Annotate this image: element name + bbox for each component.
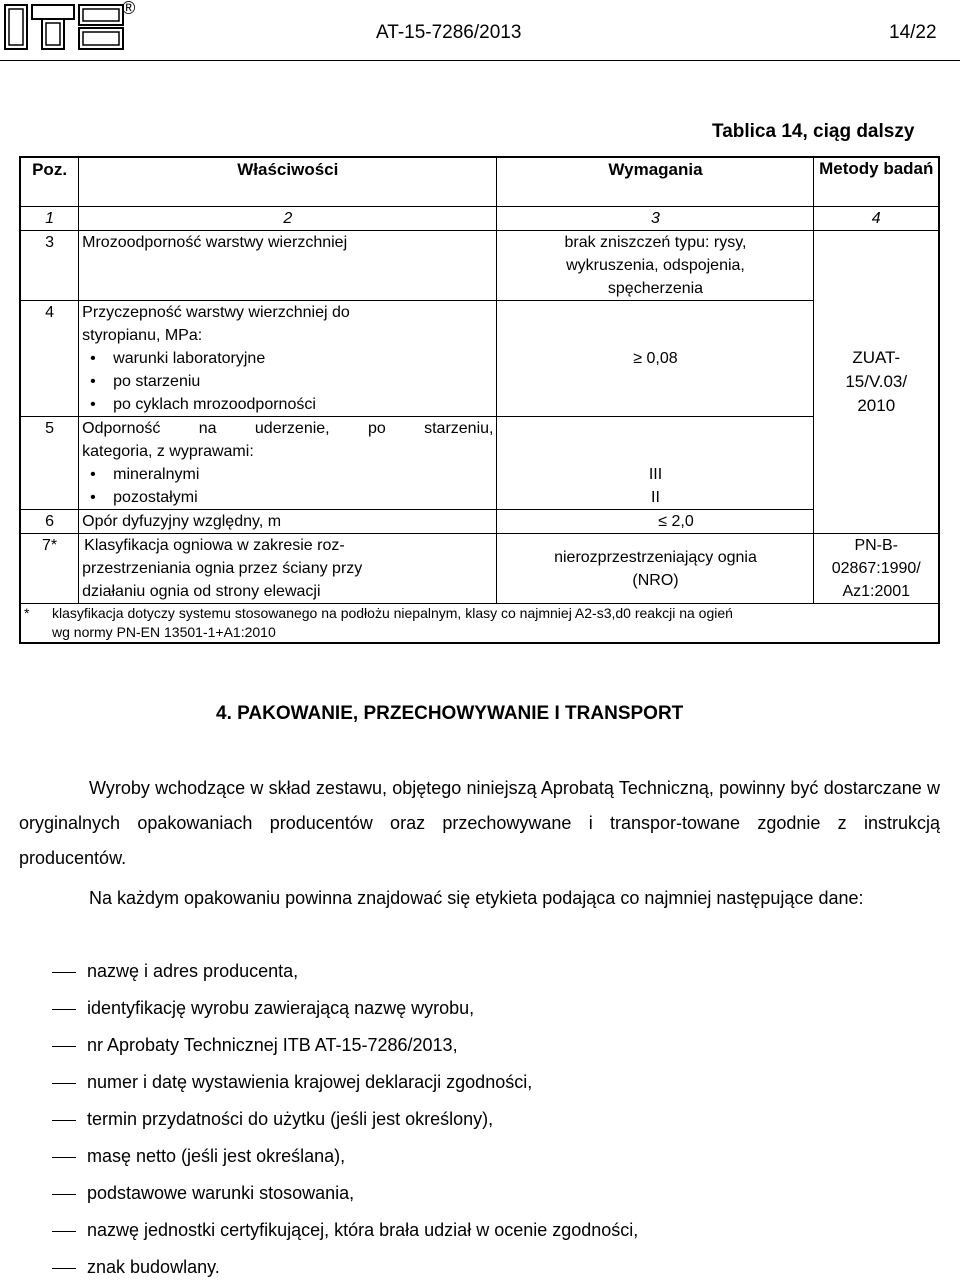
- properties-table: [19, 156, 940, 644]
- column-numbers-row: [20, 207, 939, 231]
- list-item: numer i datę wystawienia krajowej deklaracji zgodności,: [19, 1064, 919, 1101]
- method-zuat: [814, 231, 939, 534]
- header-property: Właściwości: [79, 157, 497, 207]
- table-row: [20, 301, 939, 417]
- document-number: AT-15-7286/2013: [376, 22, 522, 43]
- property-line: kategoria, z wyprawami:: [82, 443, 254, 460]
- row-property: Mrozoodporność warstwy wierzchniej: [79, 231, 497, 301]
- colnum-3: 3: [497, 207, 814, 231]
- property-line: styropianu, MPa:: [82, 327, 203, 344]
- method-line: 2010: [857, 396, 896, 415]
- row-property: Opór dyfuzyjny względny, m: [79, 510, 497, 534]
- row-pos: 7*: [20, 534, 79, 604]
- method-line: ZUAT-: [852, 348, 901, 367]
- requirement-line: (NRO): [632, 571, 679, 589]
- header-requirements: Wymagania: [497, 157, 814, 207]
- list-item: nazwę i adres producenta,: [19, 953, 919, 990]
- footnote-line: wg normy PN-EN 13501-1+A1:2010: [52, 624, 276, 640]
- row-property: [79, 534, 497, 604]
- row-requirement: ≤ 2,0: [497, 510, 814, 534]
- property-line: Klasyfikacja ogniowa w zakresie roz-: [84, 537, 345, 554]
- table-row: [20, 231, 939, 301]
- footnote-star: *: [24, 605, 30, 621]
- itb-logo: [4, 4, 126, 50]
- table-row: [20, 510, 939, 534]
- method-line: 15/V.03/: [845, 372, 908, 391]
- list-item: • pozostałymi: [82, 486, 493, 509]
- colnum-2: 2: [79, 207, 497, 231]
- requirement-line: brak zniszczeń typu: rysy,: [564, 234, 747, 251]
- requirement-value: II: [651, 489, 660, 506]
- requirement-line: nierozprzestrzeniający ognia: [554, 548, 757, 566]
- section-title: 4. PAKOWANIE, PRZECHOWYWANIE I TRANSPORT: [216, 703, 684, 724]
- method-line: Az1:2001: [842, 583, 911, 600]
- requirement-value: ≥ 0,08: [633, 350, 678, 367]
- list-item: • po starzeniu: [82, 370, 493, 393]
- row-property: [79, 301, 497, 417]
- bullet-list: [82, 347, 493, 416]
- method-line: PN-B-: [854, 537, 899, 554]
- footnote-line: klasyfikacja dotyczy systemu stosowanego na podłożu niepalnym, klasy co najmniej A2-s3,d0 reakcji na ogień: [52, 605, 733, 621]
- requirement-line: wykruszenia, odspojenia,: [566, 257, 745, 274]
- method-line: 02867:1990/: [831, 560, 921, 577]
- row-requirement: [497, 301, 814, 417]
- row-property: [79, 417, 497, 510]
- table-row: [20, 417, 939, 510]
- registered-mark: ®: [122, 0, 136, 18]
- row-requirement: [497, 417, 814, 510]
- requirement-line: spęcherzenia: [607, 280, 704, 297]
- bullet-list: [82, 463, 493, 509]
- row-pos: 4: [20, 301, 79, 417]
- header-divider: [0, 60, 960, 61]
- table-header-row: [20, 157, 939, 207]
- requirement-value: III: [648, 466, 663, 483]
- row-pos: 3: [20, 231, 79, 301]
- list-item: • po cyklach mrozoodporności: [82, 393, 493, 416]
- colnum-4: 4: [814, 207, 939, 231]
- paragraph: Wyroby wchodzące w skład zestawu, objętego niniejszą Aprobatą Techniczną, powinny być dostarczane w oryginalnych opakowaniach producentów oraz przechowywane i transpor-towane zgodnie z instrukcją producentów.: [19, 778, 940, 868]
- page-number: 14/22: [889, 22, 937, 43]
- footnote-row: [20, 604, 939, 644]
- paragraph: Na każdym opakowaniu powinna znajdować się etykieta podająca co najmniej następujące dane:: [89, 888, 864, 908]
- row-pos: 6: [20, 510, 79, 534]
- method-pnb: [814, 534, 939, 604]
- property-line: przestrzeniania ognia przez ściany przy: [82, 560, 363, 577]
- list-item: • mineralnymi: [82, 463, 493, 486]
- table-row: [20, 534, 939, 604]
- property-line: Odporność na uderzenie, po starzeniu,: [82, 420, 494, 437]
- list-item: identyfikację wyrobu zawierającą nazwę wyrobu,: [19, 990, 919, 1027]
- list-item: nazwę jednostki certyfikującej, która brała udział w ocenie zgodności,: [19, 1212, 919, 1249]
- list-item: znak budowlany.: [19, 1249, 919, 1286]
- list-item: masę netto (jeśli jest określana),: [19, 1138, 919, 1175]
- row-pos: 5: [20, 417, 79, 510]
- property-line: Przyczepność warstwy wierzchniej do: [82, 304, 350, 321]
- list-item: • warunki laboratoryjne: [82, 347, 493, 370]
- row-requirement: [497, 534, 814, 604]
- row-requirement: [497, 231, 814, 301]
- colnum-1: 1: [20, 207, 79, 231]
- property-line: działaniu ognia od strony elewacji: [82, 583, 321, 600]
- list-item: podstawowe warunki stosowania,: [19, 1175, 919, 1212]
- table-footnote: [20, 604, 939, 644]
- header-methods: Metody badań: [814, 157, 939, 207]
- label-data-list: [19, 953, 919, 1286]
- list-item: termin przydatności do użytku (jeśli jest określony),: [19, 1101, 919, 1138]
- header-pos: Poz.: [20, 157, 79, 207]
- table-caption: Tablica 14, ciąg dalszy: [712, 121, 915, 142]
- list-item: nr Aprobaty Technicznej ITB AT-15-7286/2013,: [19, 1027, 919, 1064]
